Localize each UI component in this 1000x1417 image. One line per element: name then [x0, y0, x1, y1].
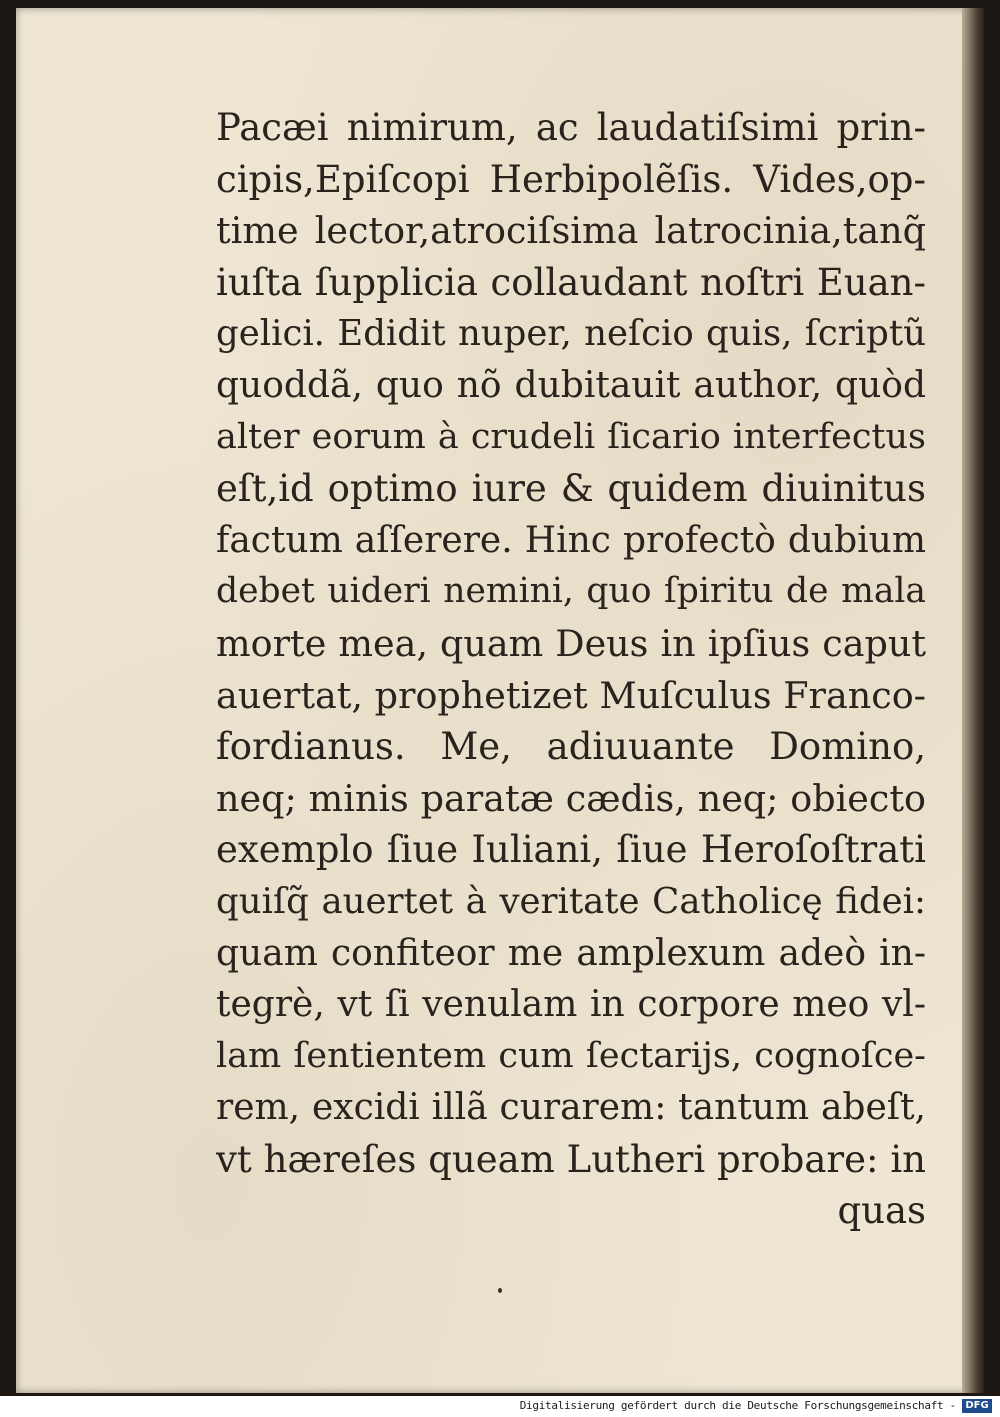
text-line: rem, excidi illã curarem: tantum abeſt,	[216, 1087, 926, 1129]
text-line: alter eorum à crudeli ſicario interfectus	[216, 416, 926, 457]
text-line: time lector,atrociſsima latrocinia,tanq̃	[216, 209, 926, 253]
text-line: cipis,Epiſcopi Herbipolẽſis. Vides,op-	[216, 157, 926, 201]
text-line: auertat, prophetizet Muſculus Franco-	[216, 673, 926, 717]
text-line: quas	[837, 1189, 926, 1233]
text-line: morte mea, quam Deus in ipſius caput	[216, 621, 926, 665]
text-line: debet uideri nemini, quo ſpiritu de mala	[216, 571, 926, 612]
page-gutter	[962, 8, 984, 1393]
text-line: fordianus. Me, adiuuante Domino,	[216, 725, 926, 769]
text-line: Pacæi nimirum, ac laudatiſsimi prin-	[216, 106, 926, 149]
text-line: tegrè, vt ſi venulam in corpore meo vl-	[216, 984, 926, 1026]
text-line: factum aſſerere. Hinc profectò dubium	[216, 519, 926, 561]
dfg-logo: DFG	[962, 1399, 992, 1413]
page-text-block	[216, 102, 926, 1237]
text-line: quoddã, quo nõ dubitauit author, quòd	[216, 364, 926, 406]
ink-speck	[498, 1288, 502, 1293]
text-line: iuſta ſupplicia collaudant noſtri Euan-	[216, 260, 926, 304]
text-line: quiſq̃ auertet à veritate Catholicę fidei:	[216, 880, 926, 922]
book-page	[16, 8, 984, 1393]
text-line: vt hæreſes queam Lutheri probare: in	[216, 1137, 926, 1181]
text-line: eſt,id optimo iure & quidem diuinitus	[216, 467, 926, 511]
text-line: quam confiteor me amplexum adeò in-	[216, 932, 926, 974]
text-line: gelici. Edidit nuper, neſcio quis, ſcriptũ	[216, 313, 926, 355]
text-line: neq; minis paratæ cædis, neq; obiecto	[216, 776, 926, 820]
text-line: lam ſentientem cum ſectarijs, cognoſce-	[216, 1035, 926, 1076]
funding-credit: Digitalisierung gefördert durch die Deutsche Forschungsgemeinschaft -	[519, 1399, 956, 1412]
text-line: exemplo ſiue Iuliani, ſiue Heroſoſtrati	[216, 828, 926, 872]
footer-bar	[0, 1396, 1000, 1417]
